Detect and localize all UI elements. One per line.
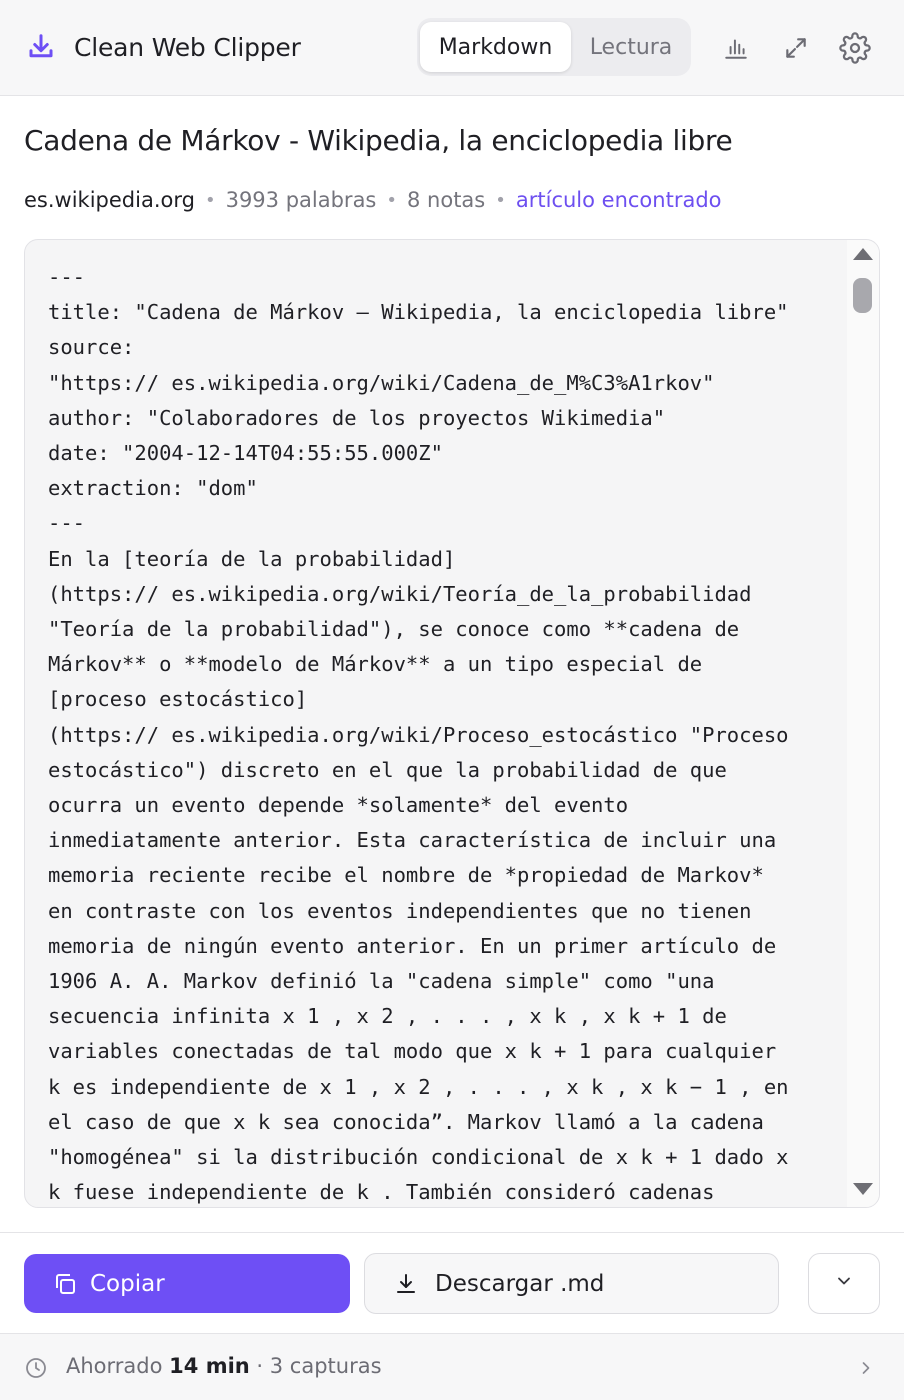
separator-dot: • xyxy=(204,189,216,211)
stats-footer[interactable] xyxy=(0,1333,904,1400)
separator-dot: • xyxy=(386,189,397,211)
chevron-down-icon xyxy=(834,1271,854,1296)
chevron-right-icon[interactable] xyxy=(856,1358,876,1378)
saved-time: 14 min xyxy=(169,1354,250,1378)
word-count: 3993 palabras xyxy=(225,188,377,212)
copy-label: Copiar xyxy=(90,1270,165,1297)
download-icon xyxy=(393,1271,419,1297)
gear-icon[interactable] xyxy=(835,28,875,68)
app-header xyxy=(0,0,904,96)
scrollbar[interactable] xyxy=(847,240,879,1207)
article-meta xyxy=(24,188,722,212)
notes-count: 8 notas xyxy=(407,188,486,212)
tab-lectura[interactable]: Lectura xyxy=(589,34,673,60)
article-title: Cadena de Márkov - Wikipedia, la enciclopedia libre xyxy=(24,124,733,157)
clock-icon xyxy=(24,1356,48,1380)
tab-markdown[interactable]: Markdown xyxy=(420,22,571,72)
saved-time-summary xyxy=(66,1354,382,1378)
expand-icon[interactable] xyxy=(776,28,816,68)
copy-icon xyxy=(52,1271,78,1297)
download-icon xyxy=(24,30,58,64)
more-options-button[interactable] xyxy=(808,1253,880,1314)
brand xyxy=(24,30,301,64)
markdown-preview[interactable] xyxy=(24,239,880,1208)
chart-icon[interactable] xyxy=(716,28,756,68)
markdown-content[interactable]: --- title: "Cadena de Márkov – Wikipedia, la enciclopedia libre" source: "https:// es.wikipedia.org/wiki/Cadena_de_M%C3%A1rkov" author: "Colaboradores de los proyectos Wikimedia" date: "2004-12-14T04:55:55.000Z" extraction: "dom" --- En la [teoría de la probabilidad] (https:// es.wikipedia.org/wiki/Teoría_de_la_probabilidad "Teoría de la probabilidad"), se conoce como **cadena de Márkov** o **modelo de Márkov** a un tipo especial de [proceso estocástico] (https:// es.wikipedia.org/wiki/Proceso_estocástico "Proceso estocástico") discreto en el que la probabilidad de que ocurra un evento depende *solamente* del evento inmediatamente anterior. Esta característica de incluir una memoria reciente recibe el nombre de *propiedad de Markov* en contraste con los eventos independientes que no tienen memoria de ningún evento anterior. En un primer artículo de 1906 A. A. Markov definió la "cadena simple" como "una secuencia infinita x 1 , x 2 , . . . , x k , x k + 1 de variables conectadas de tal modo que x k + 1 para cualquier k es independiente de x 1 , x 2 , . . . , x k , x k − 1 , en el caso de que x k sea conocida”. Markov llamó a la cadena "homogénea" si la distribución condicional de x k + 1 dado x k fuese independiente de k . También consideró cadenas xyxy=(48,265,789,1205)
download-md-button[interactable] xyxy=(364,1253,779,1314)
copy-button[interactable] xyxy=(24,1254,350,1313)
action-bar xyxy=(0,1232,904,1333)
app-title: Clean Web Clipper xyxy=(74,32,301,62)
view-mode-toggle xyxy=(417,18,691,76)
scroll-up-arrow-icon[interactable] xyxy=(853,248,873,260)
captures-count: · 3 capturas xyxy=(256,1354,382,1378)
scrollbar-thumb[interactable] xyxy=(853,278,872,313)
extraction-status: artículo encontrado xyxy=(515,188,722,212)
saved-prefix: Ahorrado xyxy=(66,1354,163,1378)
separator-dot: • xyxy=(495,189,506,211)
article-domain: es.wikipedia.org xyxy=(24,188,195,212)
download-label: Descargar .md xyxy=(435,1270,605,1297)
scroll-down-arrow-icon[interactable] xyxy=(853,1183,873,1195)
